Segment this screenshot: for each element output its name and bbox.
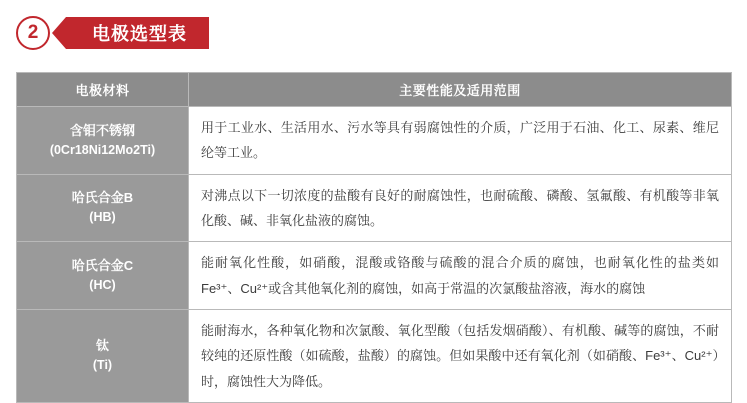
page-title: 电极选型表 xyxy=(66,17,209,49)
electrode-selection-table xyxy=(16,72,732,403)
cell-material xyxy=(17,107,189,175)
material-name: 含钼不锈钢 xyxy=(69,122,135,138)
material-code: (0Cr18Ni12Mo2Ti) xyxy=(49,142,156,157)
table-row xyxy=(17,310,732,403)
table-row xyxy=(17,107,732,175)
material-code: (Ti) xyxy=(92,358,113,373)
cell-material xyxy=(17,310,189,403)
column-header-description: 主要性能及适用范围 xyxy=(189,73,732,107)
table-row xyxy=(17,174,732,242)
cell-material xyxy=(17,174,189,242)
section-number-badge: 2 xyxy=(16,16,50,50)
column-header-material: 电极材料 xyxy=(17,73,189,107)
table-header xyxy=(17,73,732,107)
table-row xyxy=(17,242,732,310)
section-header xyxy=(16,12,209,54)
electrode-selection-table-wrapper xyxy=(16,72,731,403)
table-body xyxy=(17,107,732,403)
material-name: 哈氏合金C xyxy=(71,257,134,273)
table-header-row xyxy=(17,73,732,107)
material-name: 哈氏合金B xyxy=(71,190,134,206)
cell-description: 能耐氧化性酸，如硝酸，混酸或铬酸与硫酸的混合介质的腐蚀，也耐氧化性的盐类如Fe³⁺、Cu²⁺或含其他氧化剂的腐蚀，如高于常温的次氯酸盐溶液，海水的腐蚀 xyxy=(189,242,732,310)
cell-description: 能耐海水，各种氧化物和次氯酸、氧化型酸（包括发烟硝酸）、有机酸、碱等的腐蚀，不耐较纯的还原性酸（如硫酸，盐酸）的腐蚀。但如果酸中还有氧化剂（如硝酸、Fe³⁺、Cu²⁺）时，腐蚀性大为降低。 xyxy=(189,310,732,403)
material-code: (HC) xyxy=(89,278,116,293)
material-name: 钛 xyxy=(95,338,109,354)
cell-material xyxy=(17,242,189,310)
cell-description: 对沸点以下一切浓度的盐酸有良好的耐腐蚀性，也耐硫酸、磷酸、氢氟酸、有机酸等非氧化酸、碱、非氧化盐液的腐蚀。 xyxy=(189,174,732,242)
material-code: (HB) xyxy=(89,210,116,225)
cell-description: 用于工业水、生活用水、污水等具有弱腐蚀性的介质，广泛用于石油、化工、尿素、维尼纶等工业。 xyxy=(189,107,732,175)
